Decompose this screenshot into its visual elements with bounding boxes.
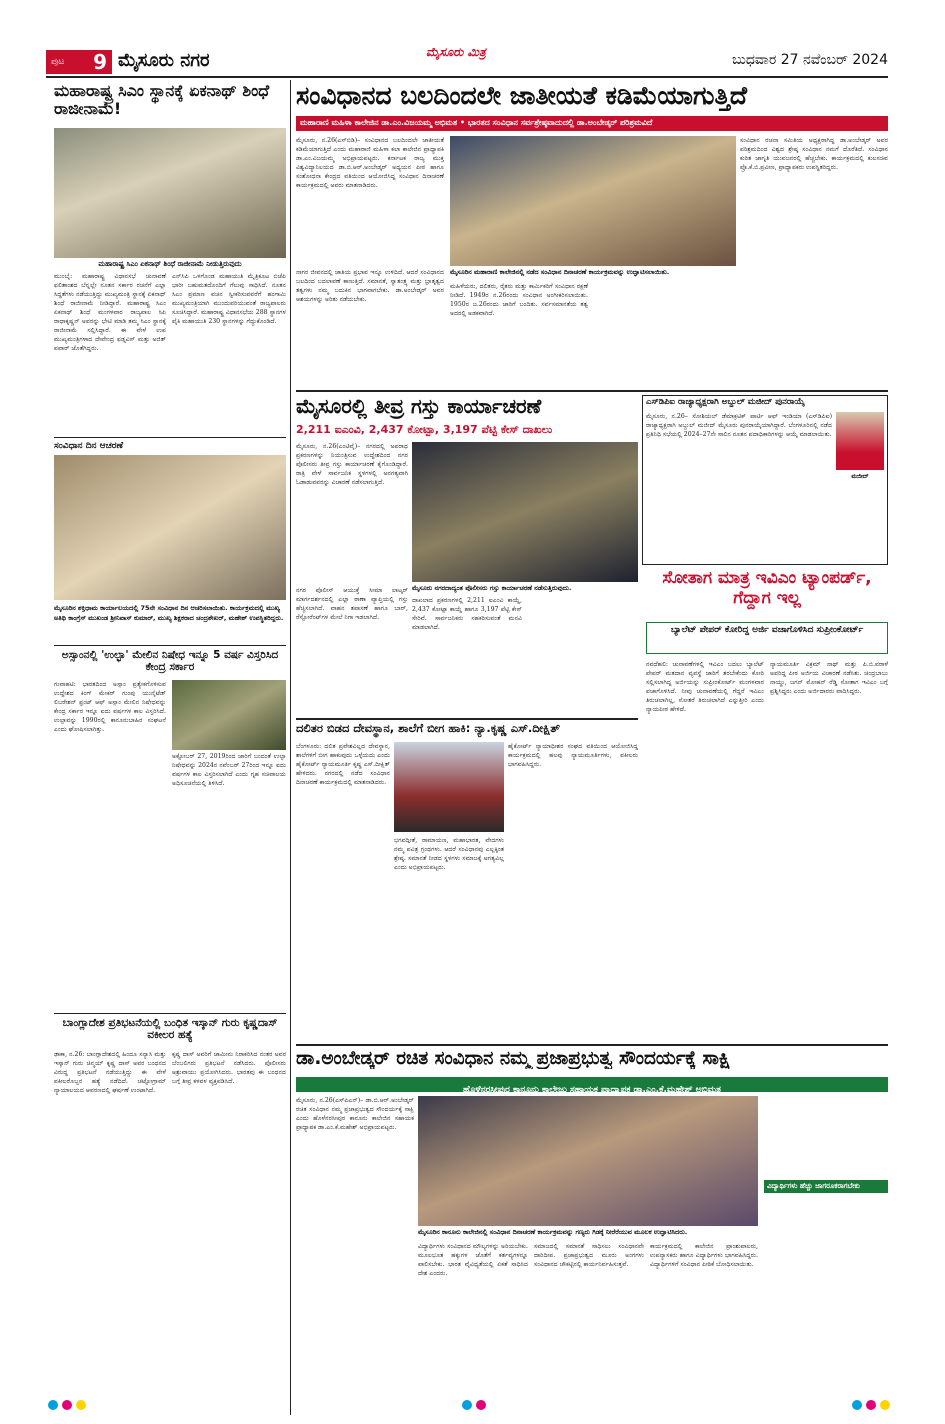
lead-subhead bbox=[296, 116, 888, 131]
page-label: ಪುಟ bbox=[51, 57, 65, 67]
registration-mark bbox=[476, 1400, 486, 1410]
bottom-caption: ಮೈಸೂರಿನ ಕಾನೂನು ಕಾಲೇಜಿನಲ್ಲಿ ಸಂವಿಧಾನ ದಿನಾಚರಣೆ ಕಾರ್ಯಕ್ರಮವನ್ನು ಗಣ್ಯರು ಗಿಡಕ್ಕೆ ನೀರೆರೆಯುವ ಮೂಲಕ ಉದ್ಘಾಟಿಸಿದರು. bbox=[418, 1228, 688, 1236]
ulfa-photo bbox=[172, 680, 286, 750]
paper-logo: ಮೈಸೂರು ಮಿತ್ರ bbox=[426, 45, 486, 59]
masthead bbox=[46, 45, 888, 74]
shinde-body-left: ಮುಂಬೈ: ಮಹಾರಾಷ್ಟ್ರ ವಿಧಾನಸಭೆ ಚುನಾವಣೆ ಫಲಿತಾಂಶದ ಬೆನ್ನಲ್ಲೇ ನೂತನ ಸರ್ಕಾರ ರಚನೆಗೆ ಎಲ್ಲಾ ಸಿದ್ಧತೆಗಳು ನಡೆಯುತ್ತಿದ್ದು ಮುಖ್ಯಮಂತ್ರಿ ಸ್ಥಾನಕ್ಕೆ ಏಕನಾಥ್ ಶಿಂಧೆ ರಾಜೀನಾಮೆ ನೀಡಿದ್ದಾರೆ. ಮಹಾರಾಷ್ಟ್ರ ಸಿಎಂ ಏಕನಾಥ್ ಶಿಂಧೆ ಮಂಗಳವಾರ ರಾಜ್ಯಪಾಲ ಸಿಪಿ ರಾಧಾಕೃಷ್ಣನ್ ಅವರನ್ನು ಭೇಟಿ ಮಾಡಿ ತಮ್ಮ ಸಿಎಂ ಸ್ಥಾನಕ್ಕೆ ರಾಜೀನಾಮೆ ಸಲ್ಲಿಸಿದ್ದಾರೆ. ಈ ವೇಳೆ ಉಪ ಮುಖ್ಯಮಂತ್ರಿಗಳಾದ ದೇವೇಂದ್ರ ಫಡ್ನವಿಸ್ ಮತ್ತು ಅಜಿತ್ ಪವಾರ್ ಜೊತೆಗಿದ್ದರು. bbox=[54, 273, 166, 352]
shinde-body-right: ಎನ್‌ಸಿಪಿ ಒಳಗೊಂಡ ಮಹಾಯುತಿ ಮೈತ್ರಿಕೂಟ ಬಿಜೆಪಿ ಭಾರೀ ಬಹುಮತದೊಂದಿಗೆ ಗೆಲುವು ಸಾಧಿಸಿದೆ. ನೂತನ ಸಿಎಂ ಪ್ರಮಾಣ ವಚನ ಸ್ವೀಕರಿಸುವವರೆಗೆ ಹಂಗಾಮಿ ಮುಖ್ಯಮಂತ್ರಿಯಾಗಿ ಮುಂದುವರಿಯುವಂತೆ ರಾಜ್ಯಪಾಲರು ಸೂಚಿಸಿದ್ದಾರೆ. ಮಹಾರಾಷ್ಟ್ರ ವಿಧಾನಸಭೆಯ 288 ಸ್ಥಾನಗಳ ಪೈಕಿ ಮಹಾಯುತಿ 230 ಸ್ಥಾನಗಳನ್ನು ಗೆದ್ದುಕೊಂಡಿದೆ. bbox=[172, 273, 286, 325]
bottom-subhead: ಹೊಳೆನರಸೀಪುರ ಕಾನೂನು ಕಾಲೇಜು ಸಹಾಯಕ ಪ್ರಾಧ್ಯಾಪಕ ಡಾ.ಎಂ.ಕೆ.ಮಹೇಶ್ ಅಭಿಮತ bbox=[463, 1085, 721, 1095]
patrol-caption: ಮೈಸೂರು ನಗರದಾದ್ಯಂತ ಪೊಲೀಸರು ಗಸ್ತು ಕಾರ್ಯಾಚರಣೆ ನಡೆಸುತ್ತಿರುವುದು. bbox=[412, 584, 572, 592]
divider bbox=[54, 437, 286, 438]
temple-headline: ದಲಿತರ ಬಿಡದ ದೇವಸ್ಥಾನ, ಶಾಲೆಗೆ ಬೀಗ ಹಾಕಿ: ನ್ಯಾ.ಕೃಷ್ಣ ಎಸ್.ದೀಕ್ಷಿತ್ bbox=[296, 721, 561, 735]
ulfa-body-right: ಅಕ್ಟೋಬರ್ 27, 2019ರಿಂದ ಜಾರಿಗೆ ಬಂದಂತೆ ಉಲ್ಫಾ ನಿಷೇಧವನ್ನು 2024ರ ನವೆಂಬರ್ 27ರಿಂದ ಇನ್ನೂ ಐದು ವರ್ಷಗಳ ಕಾಲ ವಿಸ್ತರಿಸಲಾಗಿದೆ ಎಂದು ಗೃಹ ಸಚಿವಾಲಯ ಅಧಿಸೂಚನೆಯಲ್ಲಿ ತಿಳಿಸಿದೆ. bbox=[172, 753, 286, 787]
lead-body-c: ಮಹಿಳೆಯರು, ದಲಿತರು, ರೈತರು ಮತ್ತು ಕಾರ್ಮಿಕರಿಗೆ ಸಂವಿಧಾನ ರಕ್ಷಣೆ ನೀಡಿದೆ. 1949ರ ನ.26ರಂದು ಸಂವಿಧಾನ ಅಂಗೀಕರಿಸಲಾಯಿತು. 1950ರ ಜ.26ರಂದು ಜಾರಿಗೆ ಬಂದಿತು. ಸರ್ವಸಮಾನತೆಯ ತತ್ವ ಅದರಲ್ಲಿ ಅಡಕವಾಗಿದೆ. bbox=[450, 283, 588, 317]
lead-photo bbox=[450, 136, 736, 266]
constitution-day-caption: ಮೈಸೂರಿನ ಶಕ್ತಿಧಾಮ ಕಾರ್ಯಾಲಯದಲ್ಲಿ 75ನೇ ಸಂವಿಧಾನ ದಿನ ಆಚರಿಸಲಾಯಿತು. ಕಾರ್ಯಕ್ರಮದಲ್ಲಿ ಮುಖ್ಯ ಅತಿಥಿ ಕಾಂಗ್ರೆಸ್ ಮುಖಂಡ ಶ್ರೀನಿವಾಸ್ ಕುಮಾರ್, ಮುಖ್ಯ ಶಿಕ್ಷಕರಾದ ಚಂದ್ರಶೇಖರ್, ಮಹೇಶ್ ಉಪಸ್ಥಿತರಿದ್ದರು. bbox=[54, 604, 284, 622]
patrol-subhead: 2,211 ಐಎಂವಿ, 2,437 ಕೋಟ್ಪಾ, 3,197 ಪೆಟ್ಟಿ ಕೇಸ್ ದಾಖಲು bbox=[296, 423, 553, 436]
ulfa-headline: ಅಸ್ಸಾಂನಲ್ಲಿ 'ಉಲ್ಫಾ' ಮೇಲಿನ ನಿಷೇಧ ಇನ್ನೂ 5 ವರ್ಷ ವಿಸ್ತರಿಸಿದ ಕೇಂದ್ರ ಸರ್ಕಾರ bbox=[61, 649, 279, 674]
bottom-sidebar-head-box bbox=[764, 1180, 888, 1193]
constitution-day-photo bbox=[54, 455, 286, 600]
ulfa-body-left: ಗುವಾಹಟಿ: ಭಾರತದಿಂದ ಅಸ್ಸಾಂ ಪ್ರತ್ಯೇಕಗೊಳಿಸುವ ಉದ್ದೇಶದ ಕಿಂಗ್ ಮೇಕರ್ ಗುಂಪು ಯುನೈಟೆಡ್ ಲಿಬರೇಶನ್ ಫ್ರಂಟ್ ಆಫ್ ಅಸ್ಸಾಂ ಮೇಲಿನ ನಿಷೇಧವನ್ನು ಕೇಂದ್ರ ಸರ್ಕಾರ ಇನ್ನೂ ಐದು ವರ್ಷಗಳ ಕಾಲ ವಿಸ್ತರಿಸಿದೆ. ಉಲ್ಫಾವನ್ನು 1990ರಲ್ಲಿ ಕಾನೂನುಬಾಹಿರ ಸಂಘಟನೆ ಎಂದು ಘೋಷಿಸಲಾಗಿತ್ತು. bbox=[54, 681, 166, 733]
temple-body-c: ಹೈಕೋರ್ಟ್ ನ್ಯಾಯಾಧೀಶರ ಸಂಘದ ವತಿಯಿಂದ ಆಯೋಜಿಸಿದ್ದ ಕಾರ್ಯಕ್ರಮದಲ್ಲಿ ಹಲವು ನ್ಯಾಯಮೂರ್ತಿಗಳು, ವಕೀಲರು ಭಾಗವಹಿಸಿದ್ದರು. bbox=[508, 743, 638, 768]
shinde-photo bbox=[54, 128, 286, 258]
sdpi-photo bbox=[836, 412, 884, 470]
bottom-sidebar-body bbox=[764, 1204, 888, 1372]
registration-mark bbox=[62, 1400, 72, 1410]
temple-body-a: ಬೆಂಗಳೂರು: ದಲಿತ ಪ್ರವೇಶವಿಲ್ಲದ ದೇವಸ್ಥಾನ, ಶಾಲೆಗಳಿಗೆ ಬೀಗ ಹಾಕುವುದು ಒಳ್ಳೆಯದು ಎಂದು ಹೈಕೋರ್ಟ್ ನ್ಯಾಯಮೂರ್ತಿ ಕೃಷ್ಣ ಎಸ್.ದೀಕ್ಷಿತ್ ಹೇಳಿದರು. ನಗರದಲ್ಲಿ ನಡೆದ ಸಂವಿಧಾನ ದಿನಾಚರಣೆ ಕಾರ್ಯಕ್ರಮದಲ್ಲಿ ಮಾತನಾಡಿದರು. bbox=[296, 743, 390, 786]
constitution-day-headline: ಸಂವಿಧಾನ ದಿನ ಆಚರಣೆ bbox=[54, 441, 124, 451]
bottom-body-b: ವಿದ್ಯಾರ್ಥಿಗಳು ಸಂವಿಧಾನದ ಮೌಲ್ಯಗಳನ್ನು ಅರಿಯಬೇಕು. ಮೂಲಭೂತ ಹಕ್ಕುಗಳ ಜೊತೆಗೆ ಕರ್ತವ್ಯಗಳನ್ನೂ ಪಾಲಿಸಬೇಕು. ಭಾರತ ವೈವಿಧ್ಯತೆಯಲ್ಲಿ ಏಕತೆ ಸಾಧಿಸಿದ ದೇಶ ಎಂದರು. bbox=[418, 1243, 528, 1277]
divider bbox=[296, 718, 638, 720]
evm-body-a: ನವದೆಹಲಿ: ಚುನಾವಣೆಗಳಲ್ಲಿ ಇವಿಎಂ ಬದಲು ಬ್ಯಾಲೆಟ್ ಪೇಪರ್ ಮತದಾನ ವ್ಯವಸ್ಥೆ ಜಾರಿಗೆ ತರಬೇಕೆಂದು ಕೋರಿ ಸಲ್ಲಿಸಲಾಗಿದ್ದ ಅರ್ಜಿಯನ್ನು ಸುಪ್ರೀಂಕೋರ್ಟ್ ಮಂಗಳವಾರ ವಜಾಗೊಳಿಸಿದೆ. ನೀವು ಚುನಾವಣೆಯಲ್ಲಿ ಗೆದ್ದರೆ ಇವಿಎಂ ತಿರುಚಲಾಗಿಲ್ಲ, ಸೋತರೆ ತಿರುಚಲಾಗಿದೆ ಎನ್ನುತ್ತೀರಿ ಎಂದು ನ್ಯಾಯಪೀಠ ಹೇಳಿದೆ. bbox=[646, 661, 764, 713]
lead-subhead-text: ಮಹಾರಾಣಿ ಮಹಿಳಾ ಕಾಲೇಜಿನ ಡಾ.ಎಂ.ವಿಜಯಮ್ಮ ಅಭಿಮತ • ಭಾರತದ ಸಂವಿಧಾನ ಸರ್ವಶ್ರೇಷ್ಠವಾದುದಲ್ಲಿ ಡಾ.ಅಂಬೇಡ್ಕರ್ ಪರಿಶ್ರಮವಿದೆ bbox=[300, 118, 653, 127]
sdpi-body: ಮೈಸೂರು, ನ.26– ಸೋಶಿಯಲ್ ಡೆಮಾಕ್ರಟಿಕ್ ಪಾರ್ಟಿ ಆಫ್ ಇಂಡಿಯಾ (ಎಸ್‌ಡಿಪಿಐ) ರಾಜ್ಯಾಧ್ಯಕ್ಷರಾಗಿ ಅಬ್ದುಲ್ ಮಜೀದ್ ಮೈಸೂರು ಪುನರಾಯ್ಕೆಯಾಗಿದ್ದಾರೆ. ಬೆಂಗಳೂರಿನಲ್ಲಿ ನಡೆದ ಪ್ರತಿನಿಧಿ ಸಭೆಯಲ್ಲಿ 2024–27ನೇ ಸಾಲಿನ ನೂತನ ಪದಾಧಿಕಾರಿಗಳನ್ನು ಆಯ್ಕೆ ಮಾಡಲಾಯಿತು. bbox=[646, 413, 832, 438]
registration-mark bbox=[852, 1400, 862, 1410]
bottom-subhead-bar bbox=[296, 1077, 888, 1095]
temple-photo bbox=[394, 742, 504, 832]
lead-headline: ಸಂವಿಧಾನದ ಬಲದಿಂದಲೇ ಜಾತೀಯತೆ ಕಡಿಮೆಯಾಗುತ್ತಿದೆ bbox=[296, 81, 747, 110]
bottom-body-c: ಸಮಾಜದಲ್ಲಿ ಸಮಾನತೆ ಸಾಧಿಸಲು ಸಂವಿಧಾನವೇ ದಾರಿದೀಪ. ಪ್ರಜಾಪ್ರಭುತ್ವದ ಮೂರು ಅಂಗಗಳು ಸಂವಿಧಾನದ ಚೌಕಟ್ಟಿನಲ್ಲಿ ಕಾರ್ಯನಿರ್ವಹಿಸುತ್ತವೆ. bbox=[534, 1243, 644, 1268]
evm-subhead-box bbox=[646, 622, 888, 654]
patrol-photo bbox=[412, 442, 638, 582]
lead-body-b: ನಾಗರ ಜೀವನದಲ್ಲಿ ಜಾತಿಯ ಪ್ರಭಾವ ಇನ್ನೂ ಉಳಿದಿದೆ. ಆದರೆ ಸಂವಿಧಾನದ ಬಲದಿಂದ ಬದಲಾವಣೆ ಕಾಣುತ್ತಿದೆ. ಸಮಾನತೆ, ಸ್ವಾತಂತ್ರ್ಯ ಮತ್ತು ಭ್ರಾತೃತ್ವದ ತತ್ವಗಳು ನಮ್ಮ ಬದುಕಿನ ಭಾಗವಾಗಬೇಕು. ಡಾ.ಅಂಬೇಡ್ಕರ್ ಅವರ ಆಶಯಗಳನ್ನು ಅರಿತು ನಡೆಯಬೇಕು. bbox=[296, 269, 444, 303]
page-number: 9 bbox=[93, 50, 107, 74]
page-badge bbox=[46, 50, 112, 74]
masthead-rule bbox=[46, 76, 888, 78]
iskcon-body-left: ಢಾಕಾ, ನ.26: ಬಾಂಗ್ಲಾದೇಶದಲ್ಲಿ ಹಿಂದೂ ಸನ್ಯಾಸಿ ಮತ್ತು ಇಸ್ಕಾನ್ ಗುರು ಚಿನ್ಮಯ್ ಕೃಷ್ಣ ದಾಸ್ ಅವರ ಬಂಧನದ ವಿರುದ್ಧ ಪ್ರತಿಭಟನೆ ನಡೆಯುತ್ತಿದ್ದು ಈ ವೇಳೆ ವಕೀಲರೊಬ್ಬರ ಹತ್ಯೆ ನಡೆದಿದೆ. ಚಟ್ಟೋಗ್ರಾಮ್ ನ್ಯಾಯಾಲಯದ ಆವರಣದಲ್ಲಿ ಘರ್ಷಣೆ ಉಂಟಾಗಿದೆ. bbox=[54, 1051, 166, 1094]
divider bbox=[296, 1044, 888, 1046]
divider bbox=[54, 645, 286, 646]
bottom-photo bbox=[418, 1096, 758, 1226]
iskcon-headline: ಬಾಂಗ್ಲಾದೇಶ ಪ್ರತಿಭಟನೆಯಲ್ಲಿ ಬಂಧಿತ ಇಸ್ಕಾನ್ ಗುರು ಕೃಷ್ಣದಾಸ್ ವಕೀಲರ ಹತ್ಯೆ bbox=[62, 1017, 278, 1042]
lead-body-c2 bbox=[594, 282, 736, 386]
registration-mark bbox=[76, 1400, 86, 1410]
temple-body-b: ಭಗವದ್ಗೀತೆ, ರಾಮಾಯಣ, ಮಹಾಭಾರತ, ವೇದಗಳು ನಮ್ಮ ಪವಿತ್ರ ಗ್ರಂಥಗಳು. ಆದರೆ ಸಂವಿಧಾನವು ಎಲ್ಲಕ್ಕಿಂತ ಶ್ರೇಷ್ಠ. ಸಮಾನತೆ ನೀಡದ ಸ್ಥಳಗಳು ಸಮಾಜಕ್ಕೆ ಅಗತ್ಯವಿಲ್ಲ ಎಂದು ಅಭಿಪ್ರಾಯಪಟ್ಟರು. bbox=[394, 837, 504, 871]
registration-mark bbox=[48, 1400, 58, 1410]
shinde-caption: ಮಹಾರಾಷ್ಟ್ರ ಸಿಎಂ ಏಕನಾಥ್ ಶಿಂಧೆ ರಾಜೀನಾಮೆ ನೀಡುತ್ತಿರುವುದು bbox=[98, 260, 242, 268]
lead-body-d: ಸಂವಿಧಾನ ರಚನಾ ಸಮಿತಿಯ ಅಧ್ಯಕ್ಷರಾಗಿದ್ದ ಡಾ.ಅಂಬೇಡ್ಕರ್ ಅವರ ಪರಿಶ್ರಮದಿಂದ ವಿಶ್ವದ ಶ್ರೇಷ್ಠ ಸಂವಿಧಾನ ನಮಗೆ ದೊರೆತಿದೆ. ಸಂವಿಧಾನ ಕುರಿತ ಜಾಗೃತಿ ಯುವಜನರಲ್ಲಿ ಹೆಚ್ಚಬೇಕು. ಕಾರ್ಯಕ್ರಮದಲ್ಲಿ ಕುಲಸಚಿವ ಪ್ರೊ.ಕೆ.ಬಿ.ಪ್ರವೀಣ, ಪ್ರಾಧ್ಯಾಪಕರು ಉಪಸ್ಥಿತರಿದ್ದರು. bbox=[740, 137, 888, 171]
bottom-sidebar-head: ವಿದ್ಯಾರ್ಥಿಗಳು ಹೆಚ್ಚು ಜಾಗರೂಕರಾಗಬೇಕು bbox=[767, 1182, 860, 1190]
patrol-body-a: ಮೈಸೂರು, ನ.26(ಎಂಟಿವೈ)– ನಗರದಲ್ಲಿ ಅಪರಾಧ ಪ್ರಕರಣಗಳನ್ನು ನಿಯಂತ್ರಿಸುವ ಉದ್ದೇಶದಿಂದ ನಗರ ಪೊಲೀಸರು ತೀವ್ರ ಗಸ್ತು ಕಾರ್ಯಾಚರಣೆ ಕೈಗೊಂಡಿದ್ದಾರೆ. ರಾತ್ರಿ ವೇಳೆ ಸಾರ್ವಜನಿಕ ಸ್ಥಳಗಳಲ್ಲಿ ಅನಗತ್ಯವಾಗಿ ಓಡಾಡುವವರನ್ನು ವಿಚಾರಣೆ ನಡೆಸಲಾಗುತ್ತಿದೆ. bbox=[296, 443, 408, 486]
patrol-body-d bbox=[528, 596, 638, 714]
divider bbox=[54, 1013, 286, 1014]
bottom-sidebar-text bbox=[764, 1096, 888, 1176]
section-title: ಮೈಸೂರು ನಗರ bbox=[118, 50, 210, 71]
evm-headline: ಸೋತಾಗ ಮಾತ್ರ ಇವಿಎಂ ಟ್ಯಾಂಪರ್ಡ್, ಗೆದ್ದಾಗ ಇಲ್ಲ bbox=[662, 568, 872, 609]
sdpi-photo-label: ಮಜೀದ್ bbox=[851, 473, 869, 480]
column-divider bbox=[290, 80, 291, 1415]
patrol-body-c: ದಾಖಲಾದ ಪ್ರಕರಣಗಳಲ್ಲಿ 2,211 ಐಎಂವಿ ಕಾಯ್ದೆ, 2,437 ಕೋಟ್ಪಾ ಕಾಯ್ದೆ ಹಾಗೂ 3,197 ಪೆಟ್ಟಿ ಕೇಸ್ ಸೇರಿವೆ. ಸಾರ್ವಜನಿಕರು ಸಹಕರಿಸುವಂತೆ ಮನವಿ ಮಾಡಲಾಗಿದೆ. bbox=[412, 597, 522, 631]
lead-body-a: ಮೈಸೂರು, ನ.26(ಎಸ್‌ಬಿಡಿ)– ಸಂವಿಧಾನದ ಬಲದಿಂದಲೇ ಜಾತೀಯತೆ ಕಡಿಮೆಯಾಗುತ್ತಿದೆ ಎಂದು ಮಹಾರಾಣಿ ಮಹಿಳಾ ಕಲಾ ಕಾಲೇಜಿನ ಪ್ರಾಧ್ಯಾಪಕಿ ಡಾ.ಎಂ.ವಿಜಯಮ್ಮ ಅಭಿಪ್ರಾಯಪಟ್ಟರು. ಕರ್ನಾಟಕ ರಾಜ್ಯ ಮುಕ್ತ ವಿಶ್ವವಿದ್ಯಾನಿಲಯದ ಡಾ.ಬಿ.ಆರ್.ಅಂಬೇಡ್ಕರ್ ಅಧ್ಯಯನ ಪೀಠ ಹಾಗೂ ಸಂಶೋಧನಾ ಕೇಂದ್ರದ ವತಿಯಿಂದ ಆಯೋಜಿಸಿದ್ದ ಸಂವಿಧಾನ ದಿನಾಚರಣೆ ಕಾರ್ಯಕ್ರಮದಲ್ಲಿ ಅವರು ಮಾತನಾಡಿದರು. bbox=[296, 137, 444, 189]
iskcon-body-right: ಕೃಷ್ಣ ದಾಸ್ ಅವರಿಗೆ ಜಾಮೀನು ನಿರಾಕರಿಸಿದ ನಂತರ ಅವರ ಬೆಂಬಲಿಗರು ಪ್ರತಿಭಟನೆ ನಡೆಸಿದರು. ಪೊಲೀಸರು ಅಶ್ರುವಾಯು ಪ್ರಯೋಗಿಸಿದರು. ಭಾರತವು ಈ ಬಂಧನದ ಬಗ್ಗೆ ತೀವ್ರ ಕಳವಳ ವ್ಯಕ್ತಪಡಿಸಿದೆ. bbox=[172, 1051, 286, 1085]
registration-mark bbox=[462, 1400, 472, 1410]
patrol-headline: ಮೈಸೂರಲ್ಲಿ ತೀವ್ರ ಗಸ್ತು ಕಾರ್ಯಾಚರಣೆ bbox=[296, 394, 542, 418]
sdpi-headline: ಎಸ್‌ಡಿಪಿಐ ರಾಜ್ಯಾಧ್ಯಕ್ಷರಾಗಿ ಅಬ್ದುಲ್ ಮಜೀದ್ ಪುನರಾಯ್ಕೆ bbox=[646, 397, 805, 407]
bottom-headline: ಡಾ.ಅಂಬೇಡ್ಕರ್ ರಚಿತ ಸಂವಿಧಾನ ನಮ್ಮ ಪ್ರಜಾಪ್ರಭುತ್ವ ಸೌಂದರ್ಯಕ್ಕೆ ಸಾಕ್ಷಿ bbox=[296, 1048, 731, 1069]
bottom-body-a: ಮೈಸೂರು, ನ.26(ಎಸ್‌ಪಿಎನ್)– ಡಾ.ಬಿ.ಆರ್.ಅಂಬೇಡ್ಕರ್ ರಚಿತ ಸಂವಿಧಾನ ನಮ್ಮ ಪ್ರಜಾಪ್ರಭುತ್ವದ ಸೌಂದರ್ಯಕ್ಕೆ ಸಾಕ್ಷಿ ಎಂದು ಹೊಳೆನರಸೀಪುರ ಕಾನೂನು ಕಾಲೇಜಿನ ಸಹಾಯಕ ಪ್ರಾಧ್ಯಾಪಕ ಡಾ.ಎಂ.ಕೆ.ಮಹೇಶ್ ಅಭಿಪ್ರಾಯಪಟ್ಟರು. bbox=[296, 1097, 414, 1131]
lead-body-a2 bbox=[296, 268, 444, 386]
registration-mark bbox=[880, 1400, 890, 1410]
date-line: ಬುಧವಾರ 27 ನವೆಂಬರ್ 2024 bbox=[731, 52, 888, 68]
evm-subhead: ಬ್ಯಾಲೆಟ್ ಪೇಪರ್ ಕೋರಿದ್ದ ಅರ್ಜಿ ವಜಾಗೊಳಿಸಿದ ಸುಪ್ರೀಂಕೋರ್ಟ್ bbox=[670, 625, 864, 635]
registration-mark bbox=[866, 1400, 876, 1410]
lead-body-b2 bbox=[450, 282, 588, 386]
lead-caption: ಮೈಸೂರಿನ ಮಹಾರಾಣಿ ಕಾಲೇಜಿನಲ್ಲಿ ನಡೆದ ಸಂವಿಧಾನ ದಿನಾಚರಣೆ ಕಾರ್ಯಕ್ರಮವನ್ನು ಉದ್ಘಾಟಿಸಲಾಯಿತು. bbox=[450, 268, 670, 276]
bottom-body-d: ಕಾರ್ಯಕ್ರಮದಲ್ಲಿ ಕಾಲೇಜಿನ ಪ್ರಾಂಶುಪಾಲರು, ಉಪನ್ಯಾಸಕರು ಹಾಗೂ ವಿದ್ಯಾರ್ಥಿಗಳು ಭಾಗವಹಿಸಿದ್ದರು. ವಿದ್ಯಾರ್ಥಿಗಳಿಗೆ ಸಂವಿಧಾನ ಪೀಠಿಕೆ ಬೋಧಿಸಲಾಯಿತು. bbox=[650, 1243, 758, 1268]
evm-body-b: ನ್ಯಾಯಮೂರ್ತಿ ವಿಕ್ರಮ್ ನಾಥ್ ಮತ್ತು ಪಿ.ಬಿ.ವರಾಳೆ ಅವರಿದ್ದ ಪೀಠ ಅರ್ಜಿಯ ವಿಚಾರಣೆ ನಡೆಸಿತು. ಚಂದ್ರಬಾಬು ನಾಯ್ಡು, ಜಗನ್ ಮೋಹನ್ ರೆಡ್ಡಿ ಸೋತಾಗ ಇವಿಎಂ ಬಗ್ಗೆ ಪ್ರಶ್ನಿಸಿದ್ದರು ಎಂದು ಅರ್ಜಿದಾರರು ವಾದಿಸಿದ್ದರು. bbox=[770, 661, 888, 695]
patrol-body-b: ನಗರ ಪೊಲೀಸ್ ಆಯುಕ್ತೆ ಸೀಮಾ ಲಾಟ್ಕರ್ ಮಾರ್ಗದರ್ಶನದಲ್ಲಿ ಎಲ್ಲಾ ಠಾಣಾ ವ್ಯಾಪ್ತಿಯಲ್ಲಿ ಗಸ್ತು ಹೆಚ್ಚಿಸಲಾಗಿದೆ. ವಾಹನ ತಪಾಸಣೆ ಹಾಗೂ ಬಾರ್, ರೆಸ್ಟೋರೆಂಟ್‌ಗಳ ಮೇಲೆ ನಿಗಾ ಇಡಲಾಗಿದೆ. bbox=[296, 587, 408, 621]
shinde-headline: ಮಹಾರಾಷ್ಟ್ರ ಸಿಎಂ ಸ್ಥಾನಕ್ಕೆ ಏಕನಾಥ್ ಶಿಂಧೆ ರಾಜೀನಾಮೆ! bbox=[54, 81, 270, 119]
divider bbox=[296, 390, 888, 392]
